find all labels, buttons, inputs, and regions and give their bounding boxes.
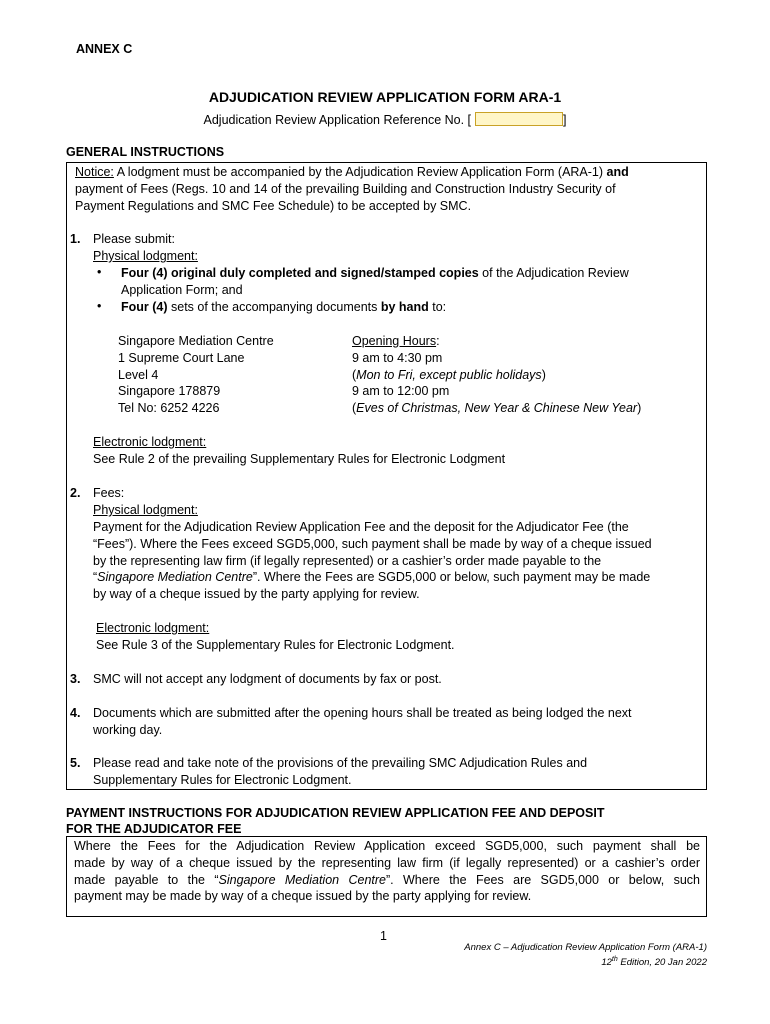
reference-input[interactable] <box>475 112 563 126</box>
footer-edition-date: Edition, 20 Jan 2022 <box>617 957 707 969</box>
hours-label: Opening Hours <box>352 334 437 348</box>
hours-weekday-note: Mon to Fri, except public holidays <box>356 367 542 382</box>
bullet2-bold2: by hand <box>380 300 429 314</box>
bullet2-bold: Four (4) <box>121 300 168 314</box>
reference-line <box>0 112 770 127</box>
bullet2-end: to: <box>428 300 447 314</box>
address-phone: Tel No: 6252 4226 <box>118 401 220 416</box>
bullet1-rest: of the Adjudication Review <box>478 266 629 280</box>
item4-line1: Documents which are submitted after the opening hours shall be treated as being lodged the next <box>93 706 632 720</box>
footer-form-name: Annex C – Adjudication Review Application Form (ARA-1) <box>464 942 707 953</box>
item1-number: 1. <box>70 232 81 246</box>
item2-electronic-label: Electronic lodgment: <box>96 621 210 635</box>
notice-line2: payment of Fees (Regs. 10 and 14 of the prevailing Building and Construction Industry Security of <box>75 181 616 196</box>
item4-text <box>93 705 705 739</box>
address-line: 1 Supreme Court Lane <box>118 350 245 365</box>
item3-text: SMC will not accept any lodgment of documents by fax or post. <box>93 672 442 686</box>
item1-bullet2 <box>121 299 701 316</box>
payment-instructions-heading <box>66 805 604 837</box>
notice-paragraph <box>75 164 700 214</box>
footer-edition-number: 12 <box>601 957 612 969</box>
notice-line1: A lodgment must be accompanied by the Adjudication Review Application Form (ARA-1) <box>113 165 607 179</box>
address-line: Singapore Mediation Centre <box>118 334 274 348</box>
item2-line4-rest: ”. Where the Fees are SGD5,000 or below, such payment may be made <box>252 570 651 585</box>
payment-heading-line1: PAYMENT INSTRUCTIONS FOR ADJUDICATION REVIEW APPLICATION FEE AND DEPOSIT <box>66 806 605 820</box>
item3-number: 3. <box>70 672 81 686</box>
item1-bullet1 <box>121 265 701 299</box>
item2-line: Payment for the Adjudication Review Application Fee and the deposit for the Adjudicator Fee (the <box>93 520 629 534</box>
footer <box>464 942 707 969</box>
page-number: 1 <box>380 929 387 943</box>
payment-instructions-box <box>66 836 707 917</box>
item2-line: by the representing law firm (if legally represented) or a cashier’s order made payable to the <box>93 553 602 568</box>
payment-line4: payment may be made by way of a cheque issued by the party applying for review. <box>74 889 532 904</box>
hours-weekday: 9 am to 4:30 pm <box>352 350 443 365</box>
notice-line3: Payment Regulations and SMC Fee Schedule) to be accepted by SMC. <box>75 198 472 213</box>
payment-line3-post: ”. Where the Fees are SGD5,000 or below, such <box>386 872 701 887</box>
smc-address <box>118 333 348 417</box>
item1-electronic-text: See Rule 2 of the prevailing Supplementary Rules for Electronic Lodgment <box>93 452 506 466</box>
item5-line2: Supplementary Rules for Electronic Lodgment. <box>93 772 352 787</box>
payment-heading-line2: FOR THE ADJUDICATOR FEE <box>66 822 242 836</box>
address-line: Level 4 <box>118 367 159 382</box>
item5-text <box>93 755 705 789</box>
reference-close: ] <box>563 113 567 127</box>
address-line: Singapore 178879 <box>118 384 221 399</box>
hours-eve: 9 am to 12:00 pm <box>352 384 450 399</box>
item1-intro: Please submit: <box>93 232 175 246</box>
payment-payee: Singapore Mediation Centre <box>218 872 386 887</box>
item5-number: 5. <box>70 756 81 770</box>
item1-physical-label: Physical lodgment: <box>93 249 198 263</box>
item2-line: “Fees”). Where the Fees exceed SGD5,000, such payment shall be made by way of a cheque issued <box>93 536 652 551</box>
bullet-icon: • <box>97 265 102 279</box>
bullet-icon: • <box>97 299 102 313</box>
annex-label: ANNEX C <box>76 42 133 56</box>
item2-electronic-text: See Rule 3 of the Supplementary Rules for Electronic Lodgment. <box>96 638 455 652</box>
item2-quote-open: “ <box>93 570 98 585</box>
item4-line2: working day. <box>93 722 163 737</box>
item2-payee: Singapore Mediation Centre <box>97 570 253 585</box>
notice-label: Notice: <box>75 165 114 179</box>
item1-electronic-label: Electronic lodgment: <box>93 435 207 449</box>
item2-physical-label: Physical lodgment: <box>93 503 198 517</box>
item4-number: 4. <box>70 706 81 720</box>
payment-line2: made by way of a cheque issued by the representing law firm (if legally represented) or a cashier’s order <box>74 855 700 870</box>
payment-line3-pre: made payable to the “ <box>74 872 219 887</box>
hours-colon: : <box>436 334 440 348</box>
payment-line1: Where the Fees for the Adjudication Review Application exceed SGD5,000, such payment shall be <box>74 839 700 853</box>
opening-hours: Opening Hours: 9 am to 4:30 pm (Mon to Fri, except public holidays) 9 am to 12:00 pm (Eves of Christmas, New Year & Chinese New Year) <box>352 333 702 417</box>
item2-number: 2. <box>70 486 81 500</box>
item2-line: by way of a cheque issued by the party applying for review. <box>93 587 420 602</box>
general-instructions-box <box>66 162 707 790</box>
bullet1-bold: Four (4) original duly completed and signed/stamped copies <box>121 266 479 280</box>
payment-paragraph <box>74 838 700 905</box>
item5-line1: Please read and take note of the provisions of the prevailing SMC Adjudication Rules and <box>93 756 588 770</box>
general-instructions-heading: GENERAL INSTRUCTIONS <box>66 145 225 159</box>
item2-intro: Fees: <box>93 486 125 500</box>
footer-edition-suffix: th <box>611 956 618 963</box>
bullet2-mid: sets of the accompanying documents <box>167 300 381 314</box>
notice-and: and <box>606 165 629 179</box>
hours-eve-note: Eves of Christmas, New Year & Chinese New Year <box>356 401 638 416</box>
bullet1-line2: Application Form; and <box>121 282 243 297</box>
page-title: ADJUDICATION REVIEW APPLICATION FORM ARA-1 <box>208 89 562 105</box>
item2-paragraph <box>93 519 705 603</box>
reference-label: Adjudication Review Application Reference No. [ <box>203 113 472 127</box>
